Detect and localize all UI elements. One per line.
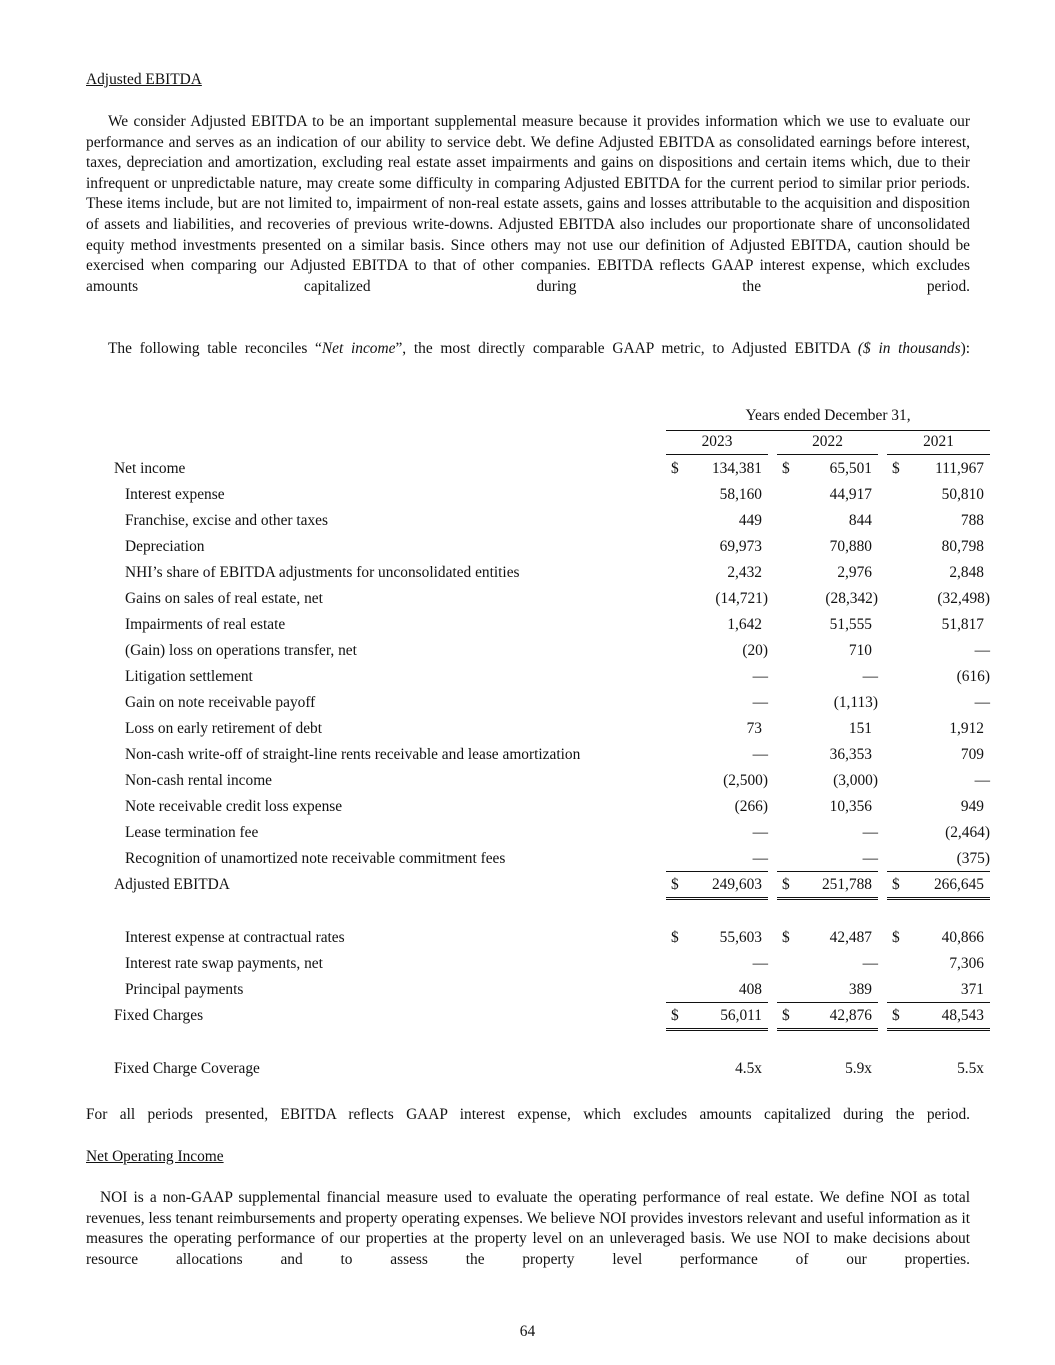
table-row <box>86 716 990 742</box>
table-row <box>86 1056 990 1082</box>
cell-value: (1,113) <box>833 694 878 711</box>
period-header: Years ended December 31, <box>666 406 990 431</box>
value-cell-2021 <box>887 537 990 559</box>
value-cell-2022 <box>777 1059 878 1081</box>
table-row <box>86 951 990 977</box>
value-cell-2021 <box>887 823 990 845</box>
value-cell-2022 <box>777 511 878 533</box>
row-label: Note receivable credit loss expense <box>125 798 343 815</box>
cell-value: — <box>862 668 878 685</box>
row-label: Interest expense at contractual rates <box>125 929 345 946</box>
year-header-2022: 2022 <box>777 432 878 455</box>
value-cell-2023 <box>666 459 768 481</box>
value-cell-2021 <box>887 693 990 715</box>
value-cell-2021 <box>887 641 990 663</box>
value-cell-2022 <box>777 875 878 900</box>
cell-value: — <box>752 850 768 867</box>
value-cell-2023 <box>666 511 768 533</box>
intro-text-net-income: Net income <box>321 340 396 357</box>
section-title-noi: Net Operating Income <box>86 1148 224 1165</box>
value-cell-2022 <box>777 615 878 637</box>
row-label: Lease termination fee <box>125 824 259 841</box>
value-cell-2023 <box>666 797 768 819</box>
noi-definition-paragraph: NOI is a non-GAAP supplemental financial measure used to evaluate the operating performance of real estate. We define NOI as total revenues, less tenant reimbursements and property operating expenses. We believe NOI provides investors relevant and useful information as it measures the operating performance of our properties at the property level on an unleveraged basis. We use NOI to make decisions about resource allocations and to assess the property level performance of our properties. <box>86 1189 970 1268</box>
cell-value: — <box>752 694 768 711</box>
row-label: Interest rate swap payments, net <box>125 955 323 972</box>
row-label: Recognition of unamortized note receivable commitment fees <box>125 850 506 867</box>
cell-value: 266,645 <box>933 876 984 893</box>
value-cell-2022 <box>777 745 878 767</box>
table-row <box>86 1003 990 1029</box>
currency-symbol: $ <box>782 876 790 893</box>
value-cell-2023 <box>666 563 768 585</box>
cell-value: — <box>752 824 768 841</box>
cell-value: — <box>862 850 878 867</box>
row-label: Interest expense <box>125 486 225 503</box>
cell-value: 44,917 <box>829 486 872 503</box>
table-row <box>86 925 990 951</box>
intro-text-units: ($ in thousands <box>857 340 961 357</box>
cell-value: — <box>974 642 990 659</box>
table-row <box>86 534 990 560</box>
page-number: 64 <box>519 1323 536 1340</box>
cell-value: 710 <box>848 642 872 659</box>
currency-symbol: $ <box>782 929 790 946</box>
cell-value: 70,880 <box>829 538 872 555</box>
cell-value: 2,976 <box>837 564 872 581</box>
cell-value: 56,011 <box>720 1007 762 1024</box>
value-cell-2023 <box>666 615 768 637</box>
value-cell-2021 <box>887 459 990 481</box>
cell-value: 408 <box>738 981 762 998</box>
cell-value: 4.5x <box>735 1060 762 1077</box>
cell-value: 42,487 <box>829 929 872 946</box>
row-label: Franchise, excise and other taxes <box>125 512 328 529</box>
cell-value: 251,788 <box>821 876 872 893</box>
row-label: Litigation settlement <box>125 668 253 685</box>
cell-value: 449 <box>738 512 762 529</box>
value-cell-2023 <box>666 1006 768 1031</box>
currency-symbol: $ <box>671 929 679 946</box>
row-label: Gain on note receivable payoff <box>125 694 316 711</box>
year-header-2023: 2023 <box>666 432 768 455</box>
row-label: Principal payments <box>125 981 244 998</box>
cell-value: 949 <box>960 798 984 815</box>
value-cell-2023 <box>666 849 768 872</box>
table-row <box>86 768 990 794</box>
cell-value: (2,464) <box>945 824 990 841</box>
row-label: Gains on sales of real estate, net <box>125 590 323 607</box>
value-cell-2023 <box>666 745 768 767</box>
intro-text-b: ”, the most directly comparable GAAP metric, to Adjusted EBITDA <box>395 340 858 357</box>
ebitda-definition-paragraph: We consider Adjusted EBITDA to be an important supplemental measure because it provides information which we use to evaluate our performance and serves as an indication of our ability to service debt. We define Adjusted EBITDA as consolidated earnings before interest, taxes, depreciation and amortization, excluding real estate asset impairments and gains on dispositions and certain items which, due to their infrequent or unpredictable nature, may create some difficulty in comparing Adjusted EBITDA for the current period to similar prior periods. These items include, but are not limited to, impairment of non-real estate assets, gains and losses attributable to the acquisition and disposition of assets and liabilities, and recoveries of previous write-downs. Adjusted EBITDA also includes our proportionate share of unconsolidated equity method investments presented on a similar basis. Since others may not use our definition of Adjusted EBITDA, caution should be exercised when comparing our Adjusted EBITDA to that of other companies. EBITDA reflects GAAP interest expense, which excludes amounts capitalized during the period. <box>86 113 970 295</box>
cell-value: 5.9x <box>845 1060 872 1077</box>
cell-value: 371 <box>960 981 984 998</box>
cell-value: 80,798 <box>941 538 984 555</box>
row-label: Fixed Charges <box>114 1007 204 1024</box>
value-cell-2021 <box>887 745 990 767</box>
cell-value: — <box>862 955 878 972</box>
cell-value: 249,603 <box>711 876 762 893</box>
table-row <box>86 742 990 768</box>
value-cell-2021 <box>887 485 990 507</box>
row-label: Non-cash rental income <box>125 772 273 789</box>
cell-value: (266) <box>734 798 768 815</box>
currency-symbol: $ <box>671 876 679 893</box>
value-cell-2021 <box>887 719 990 741</box>
value-cell-2023 <box>666 1059 768 1081</box>
cell-value: 5.5x <box>957 1060 984 1077</box>
cell-value: — <box>974 772 990 789</box>
row-label: (Gain) loss on operations transfer, net <box>125 642 357 659</box>
cell-value: 134,381 <box>711 460 762 477</box>
cell-value: (2,500) <box>723 772 768 789</box>
cell-value: 73 <box>746 720 762 737</box>
row-label: Adjusted EBITDA <box>114 876 230 893</box>
year-header-2021: 2021 <box>887 432 990 455</box>
value-cell-2023 <box>666 928 768 950</box>
value-cell-2021 <box>887 849 990 872</box>
cell-value: 48,543 <box>941 1007 984 1024</box>
cell-value: (20) <box>742 642 768 659</box>
value-cell-2021 <box>887 771 990 793</box>
value-cell-2023 <box>666 875 768 900</box>
cell-value: 151 <box>848 720 872 737</box>
intro-text-c: ): <box>960 340 970 357</box>
value-cell-2022 <box>777 667 878 689</box>
value-cell-2022 <box>777 771 878 793</box>
row-label: Depreciation <box>125 538 205 555</box>
value-cell-2021 <box>887 589 990 611</box>
section-title-adjusted-ebitda: Adjusted EBITDA <box>86 71 202 88</box>
cell-value: 51,817 <box>941 616 984 633</box>
value-cell-2021 <box>887 797 990 819</box>
value-cell-2022 <box>777 980 878 1003</box>
value-cell-2023 <box>666 823 768 845</box>
cell-value: 7,306 <box>949 955 984 972</box>
cell-value: 69,973 <box>719 538 762 555</box>
cell-value: 50,810 <box>941 486 984 503</box>
value-cell-2022 <box>777 589 878 611</box>
table-row <box>86 586 990 612</box>
table-intro-paragraph <box>86 339 970 380</box>
currency-symbol: $ <box>671 460 679 477</box>
row-label: Non-cash write-off of straight-line rents receivable and lease amortization <box>125 746 581 763</box>
cell-value: 55,603 <box>719 929 762 946</box>
value-cell-2023 <box>666 589 768 611</box>
value-cell-2022 <box>777 459 878 481</box>
cell-value: 40,866 <box>941 929 984 946</box>
value-cell-2021 <box>887 980 990 1003</box>
cell-value: 2,432 <box>727 564 762 581</box>
row-label: Fixed Charge Coverage <box>114 1060 260 1077</box>
cell-value: (14,721) <box>715 590 768 607</box>
value-cell-2022 <box>777 849 878 872</box>
cell-value: 58,160 <box>719 486 762 503</box>
value-cell-2022 <box>777 485 878 507</box>
currency-symbol: $ <box>892 876 900 893</box>
cell-value: 788 <box>960 512 984 529</box>
currency-symbol: $ <box>782 460 790 477</box>
value-cell-2021 <box>887 615 990 637</box>
cell-value: — <box>974 694 990 711</box>
value-cell-2021 <box>887 563 990 585</box>
value-cell-2022 <box>777 797 878 819</box>
value-cell-2021 <box>887 1006 990 1031</box>
table-row <box>86 664 990 690</box>
currency-symbol: $ <box>892 460 900 477</box>
cell-value: — <box>752 746 768 763</box>
value-cell-2021 <box>887 928 990 950</box>
row-label: Loss on early retirement of debt <box>125 720 323 737</box>
value-cell-2022 <box>777 954 878 976</box>
cell-value: — <box>752 668 768 685</box>
table-row <box>86 456 990 482</box>
cell-value: 111,967 <box>935 460 984 477</box>
value-cell-2022 <box>777 823 878 845</box>
row-label: NHI’s share of EBITDA adjustments for unconsolidated entities <box>125 564 520 581</box>
table-row <box>86 560 990 586</box>
value-cell-2022 <box>777 693 878 715</box>
value-cell-2023 <box>666 719 768 741</box>
table-row <box>86 508 990 534</box>
value-cell-2021 <box>887 511 990 533</box>
cell-value: 2,848 <box>949 564 984 581</box>
table-row <box>86 482 990 508</box>
value-cell-2021 <box>887 875 990 900</box>
value-cell-2023 <box>666 641 768 663</box>
value-cell-2022 <box>777 1006 878 1031</box>
value-cell-2022 <box>777 928 878 950</box>
table-row <box>86 638 990 664</box>
value-cell-2021 <box>887 954 990 976</box>
cell-value: 844 <box>848 512 872 529</box>
table-row <box>86 977 990 1003</box>
table-row <box>86 872 990 898</box>
value-cell-2022 <box>777 719 878 741</box>
table-row <box>86 794 990 820</box>
value-cell-2023 <box>666 980 768 1003</box>
cell-value: (375) <box>956 850 990 867</box>
cell-value: — <box>862 824 878 841</box>
cell-value: 1,642 <box>727 616 762 633</box>
row-label: Net income <box>114 460 186 477</box>
value-cell-2023 <box>666 485 768 507</box>
currency-symbol: $ <box>671 1007 679 1024</box>
value-cell-2023 <box>666 693 768 715</box>
table-row <box>86 820 990 846</box>
value-cell-2023 <box>666 667 768 689</box>
cell-value: 65,501 <box>829 460 872 477</box>
cell-value: 1,912 <box>949 720 984 737</box>
cell-value: (32,498) <box>937 590 990 607</box>
value-cell-2022 <box>777 537 878 559</box>
table-row <box>86 612 990 638</box>
value-cell-2022 <box>777 641 878 663</box>
value-cell-2023 <box>666 537 768 559</box>
cell-value: 51,555 <box>829 616 872 633</box>
currency-symbol: $ <box>782 1007 790 1024</box>
cell-value: (616) <box>956 668 990 685</box>
cell-value: 36,353 <box>829 746 872 763</box>
intro-text-a: The following table reconciles “ <box>108 340 322 357</box>
cell-value: (3,000) <box>833 772 878 789</box>
ebitda-footnote: For all periods presented, EBITDA reflects GAAP interest expense, which excludes amounts capitalized during the period. <box>86 1106 970 1123</box>
value-cell-2021 <box>887 667 990 689</box>
currency-symbol: $ <box>892 929 900 946</box>
value-cell-2023 <box>666 771 768 793</box>
value-cell-2021 <box>887 1059 990 1081</box>
cell-value: 389 <box>848 981 872 998</box>
cell-value: 709 <box>960 746 984 763</box>
row-label: Impairments of real estate <box>125 616 286 633</box>
table-row <box>86 690 990 716</box>
currency-symbol: $ <box>892 1007 900 1024</box>
table-row <box>86 846 990 872</box>
cell-value: (28,342) <box>825 590 878 607</box>
cell-value: — <box>752 955 768 972</box>
value-cell-2022 <box>777 563 878 585</box>
value-cell-2023 <box>666 954 768 976</box>
cell-value: 42,876 <box>829 1007 872 1024</box>
cell-value: 10,356 <box>829 798 872 815</box>
